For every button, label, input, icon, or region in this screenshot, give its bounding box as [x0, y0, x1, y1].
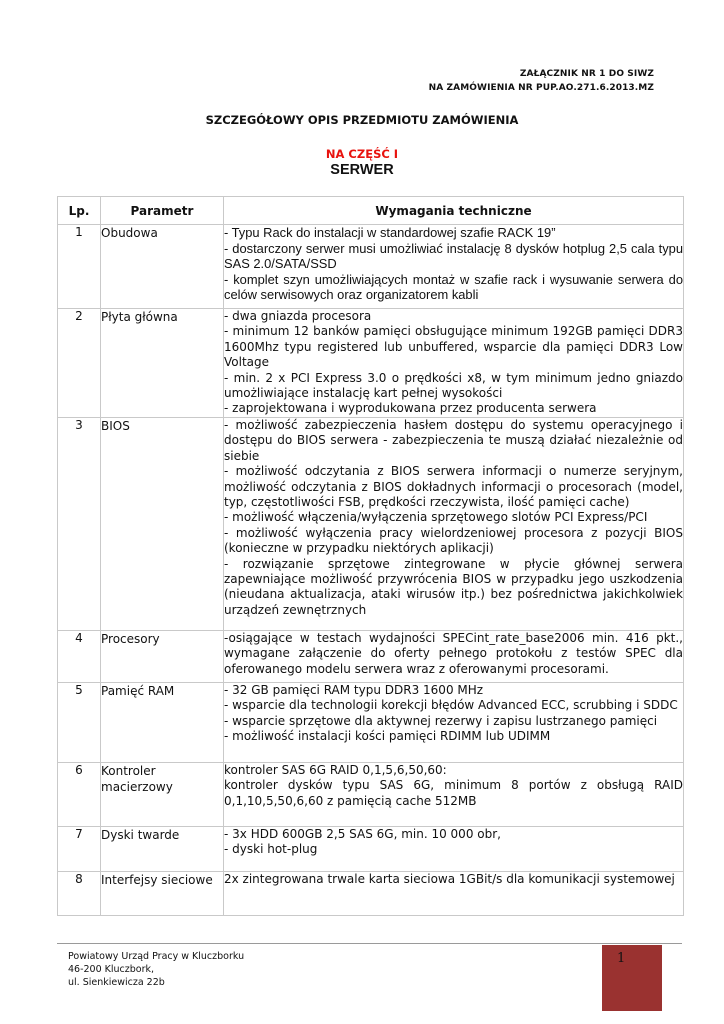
header-requirements: Wymagania techniczne — [224, 197, 684, 225]
footer-divider — [57, 943, 682, 944]
requirement-line: - rozwiązanie sprzętowe zintegrowane w płycie głównej serwera zapewniające możliwość przywrócenia BIOS w przypadku jego uszkodzenia (nieudana aktualizacja, ataki wirusów itp.) bez pośrednictwa jakichkolwiek urządzeń zewnętrznych — [224, 556, 683, 617]
requirement-line: kontroler dysków typu SAS 6G, minimum 8 portów z obsługą RAID 0,1,10,5,50,6,60 z pamięcią cache 512MB — [224, 778, 683, 808]
row-parameter: Interfejsy sieciowe — [101, 872, 224, 916]
table-row — [58, 631, 684, 683]
row-parameter: Kontroler macierzowy — [101, 763, 224, 827]
row-parameter: Płyta główna — [101, 309, 224, 418]
page-number: 1 — [617, 951, 626, 966]
table-row — [58, 872, 684, 916]
row-requirements — [224, 683, 684, 763]
row-parameter: Dyski twarde — [101, 827, 224, 872]
row-requirements — [224, 309, 684, 418]
row-parameter: BIOS — [101, 418, 224, 631]
footer-street: ul. Sienkiewicza 22b — [68, 977, 165, 988]
part-name: SERWER — [330, 162, 394, 178]
requirement-line: - zaprojektowana i wyprodukowana przez producenta serwera — [224, 401, 597, 416]
row-number: 3 — [58, 418, 101, 631]
row-number: 5 — [58, 683, 101, 763]
requirement-line: - wsparcie dla technologii korekcji błędów Advanced ECC, scrubbing i SDDC — [224, 698, 678, 713]
footer-office-name: Powiatowy Urząd Pracy w Kluczborku — [68, 951, 245, 962]
table-row — [58, 418, 684, 631]
table-row — [58, 827, 684, 872]
row-requirements — [224, 827, 684, 872]
requirement-line: - 32 GB pamięci RAM typu DDR3 1600 MHz — [224, 683, 484, 697]
footer-address — [68, 950, 244, 989]
specification-table — [57, 196, 684, 916]
annex-label: ZAŁĄCZNIK NR 1 DO SIWZ — [519, 69, 654, 79]
header-parameter: Parametr — [101, 197, 224, 225]
requirement-line: - możliwość włączenia/wyłączenia sprzętowego slotów PCI Express/PCI — [224, 510, 648, 525]
row-number: 2 — [58, 309, 101, 418]
requirement-line: - 3x HDD 600GB 2,5 SAS 6G, min. 10 000 obr, — [224, 827, 501, 841]
requirement-line: - możliwość instalacji kości pamięci RDIMM lub UDIMM — [224, 729, 551, 744]
row-number: 7 — [58, 827, 101, 872]
requirement-line: - komplet szyn umożliwiających montaż w szafie rack i wysuwanie serwera do celów serwisowych oraz organizatorem kabli — [224, 271, 683, 303]
row-number: 6 — [58, 763, 101, 827]
row-requirements — [224, 763, 684, 827]
requirement-line: - dwa gniazda procesora — [224, 309, 372, 323]
row-parameter: Procesory — [101, 631, 224, 683]
requirement-line: - min. 2 x PCI Express 3.0 o prędkości x8, w tym minimum jedno gniazdo umożliwiające instalację kart pełnej wysokości — [224, 370, 683, 401]
table-row — [58, 225, 684, 309]
order-number-label: NA ZAMÓWIENIA NR PUP.AO.271.6.2013.MZ — [428, 83, 654, 93]
page-number-box — [602, 945, 662, 1011]
row-number: 1 — [58, 225, 101, 309]
table-row — [58, 683, 684, 763]
row-parameter: Obudowa — [101, 225, 224, 309]
footer-postal-city: 46-200 Kluczbork, — [68, 964, 155, 975]
header-lp: Lp. — [58, 197, 101, 225]
row-requirements — [224, 631, 684, 683]
table-row — [58, 763, 684, 827]
row-parameter: Pamięć RAM — [101, 683, 224, 763]
document-title: SZCZEGÓŁOWY OPIS PRZEDMIOTU ZAMÓWIENIA — [205, 113, 519, 127]
requirement-line: kontroler SAS 6G RAID 0,1,5,6,50,60: — [224, 763, 447, 777]
requirement-line: - dostarczony serwer musi umożliwiać instalację 8 dysków hotplug 2,5 cala typu SAS 2.0/SATA/SSD — [224, 240, 683, 272]
row-requirements — [224, 872, 684, 916]
requirement-line: - możliwość odczytania z BIOS serwera informacji o numerze seryjnym, możliwość odczytania z BIOS dokładnych informacji o procesorach (model, typ, częstotliwości FSB, prędkości rzeczywista, ilość pamięci cache) — [224, 464, 683, 510]
table-header-row — [58, 197, 684, 225]
requirement-line: - dyski hot-plug — [224, 842, 318, 857]
row-number: 4 — [58, 631, 101, 683]
row-requirements — [224, 225, 684, 309]
requirement-line: - Typu Rack do instalacji w standardowej szafie RACK 19” — [224, 225, 556, 240]
table-row — [58, 309, 684, 418]
requirement-line: 2x zintegrowana trwale karta sieciowa 1GBit/s dla komunikacji systemowej — [224, 872, 675, 886]
requirement-line: - możliwość wyłączenia pracy wielordzeniowej procesora z pozycji BIOS (konieczne w przypadku niektórych aplikacji) — [224, 525, 683, 556]
requirement-line: - możliwość zabezpieczenia hasłem dostępu do systemu operacyjnego i dostępu do BIOS serwera - zabezpieczenia te muszą działać niezależnie od siebie — [224, 418, 683, 463]
requirement-line: - wsparcie sprzętowe dla aktywnej rezerwy i zapisu lustrzanego pamięci — [224, 713, 658, 728]
row-requirements — [224, 418, 684, 631]
row-number: 8 — [58, 872, 101, 916]
part-label: NA CZĘŚĆ I — [325, 147, 399, 161]
requirement-line: - minimum 12 banków pamięci obsługujące minimum 192GB pamięci DDR3 1600Mhz typu registered lub unbuffered, wsparcie dla pamięci DDR3 Low Voltage — [224, 324, 683, 370]
requirement-line: -osiągające w testach wydajności SPECint_rate_base2006 min. 416 pkt., wymagane załączenie do oferty pełnego protokołu z testów SPEC dla oferowanego modelu serwera wraz z oferowanymi procesorami. — [224, 631, 683, 676]
